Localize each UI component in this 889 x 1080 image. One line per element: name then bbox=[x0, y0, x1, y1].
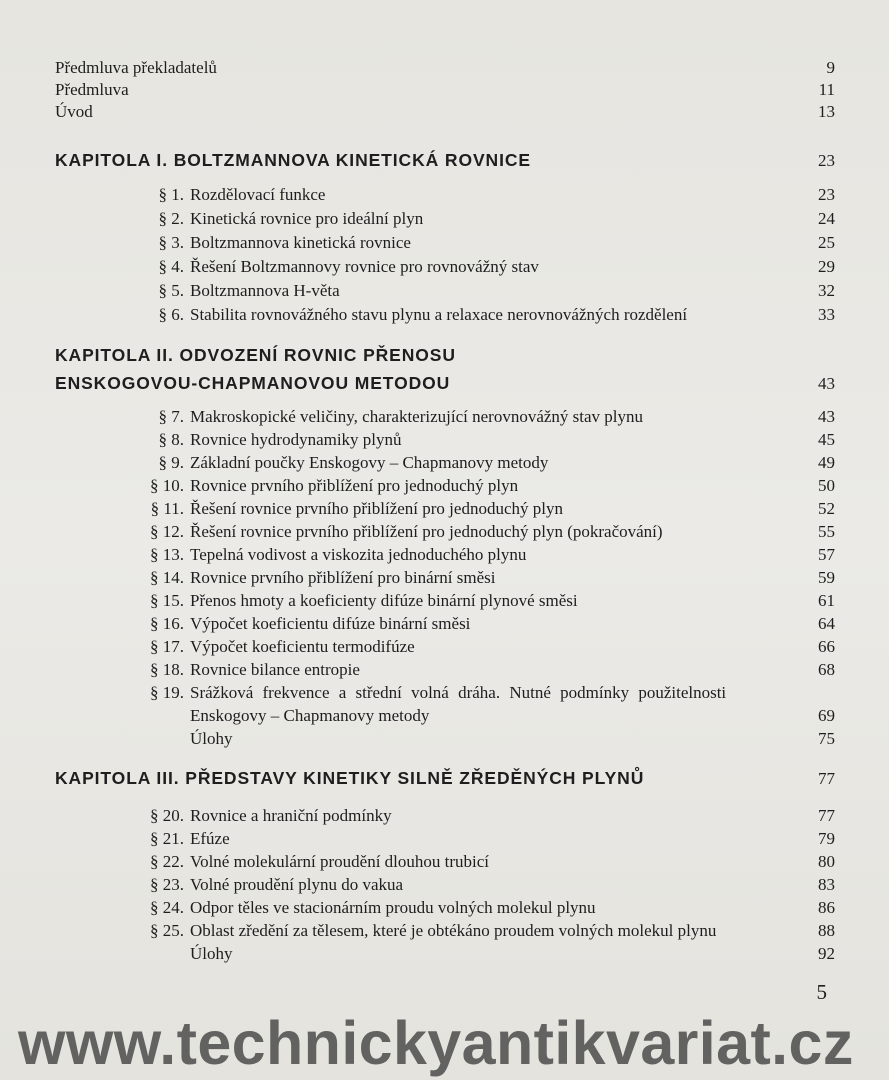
section-number: § 14. bbox=[150, 568, 184, 587]
section-title: Srážková frekvence a střední volná dráha. Nutné podmínky použitelnosti bbox=[190, 683, 727, 702]
exercises-entry bbox=[0, 942, 889, 965]
entry-title: Předmluva bbox=[55, 80, 129, 99]
section-page: 43 bbox=[818, 407, 835, 426]
section-page: 64 bbox=[818, 614, 835, 633]
section-page: 32 bbox=[818, 281, 835, 300]
chapter-page: 23 bbox=[818, 151, 835, 170]
section-title: Odpor těles ve stacionárním proudu volných molekul plynu bbox=[190, 898, 596, 917]
chapter-heading bbox=[0, 344, 889, 367]
section-page: 24 bbox=[818, 209, 835, 228]
section-entry bbox=[0, 474, 889, 497]
toc-entry bbox=[0, 78, 889, 101]
section-entry bbox=[0, 428, 889, 451]
section-page: 69 bbox=[818, 706, 835, 725]
exercises-title: Úlohy bbox=[190, 944, 233, 963]
section-number: § 6. bbox=[158, 305, 184, 324]
section-entry bbox=[0, 405, 889, 428]
section-title: Boltzmannova H-věta bbox=[190, 281, 340, 300]
entry-page: 13 bbox=[818, 102, 835, 121]
section-title: Kinetická rovnice pro ideální plyn bbox=[190, 209, 424, 228]
section-page: 79 bbox=[818, 829, 835, 848]
section-number: § 17. bbox=[150, 637, 184, 656]
exercises-page: 92 bbox=[818, 944, 835, 963]
section-title: Základní poučky Enskogovy – Chapmanovy metody bbox=[190, 453, 549, 472]
chapter-heading bbox=[0, 372, 889, 395]
chapter-title: KAPITOLA II. ODVOZENÍ ROVNIC PŘENOSU bbox=[55, 345, 456, 365]
section-number: § 10. bbox=[150, 476, 184, 495]
section-page: 50 bbox=[818, 476, 835, 495]
section-title: Oblast zředění za tělesem, které je obtékáno proudem volných molekul plynu bbox=[190, 921, 717, 940]
section-number: § 15. bbox=[150, 591, 184, 610]
section-page: 29 bbox=[818, 257, 835, 276]
section-title: Rozdělovací funkce bbox=[190, 185, 326, 204]
section-title: Výpočet koeficientu difúze binární směsi bbox=[190, 614, 471, 633]
section-number: § 9. bbox=[158, 453, 184, 472]
section-entry-continued bbox=[0, 704, 889, 727]
section-page: 52 bbox=[818, 499, 835, 518]
section-title: Makroskopické veličiny, charakterizující nerovnovážný stav plynu bbox=[190, 407, 644, 426]
section-title: Stabilita rovnovážného stavu plynu a relaxace nerovnovážných rozdělení bbox=[190, 305, 688, 324]
section-entry bbox=[0, 919, 889, 942]
section-entry bbox=[0, 873, 889, 896]
section-title: Výpočet koeficientu termodifúze bbox=[190, 637, 415, 656]
exercises-page: 75 bbox=[818, 729, 835, 748]
toc-entry bbox=[0, 56, 889, 79]
section-page: 59 bbox=[818, 568, 835, 587]
section-entry bbox=[0, 635, 889, 658]
entry-title: Předmluva překladatelů bbox=[55, 58, 217, 77]
section-title: Řešení Boltzmannovy rovnice pro rovnovážný stav bbox=[190, 257, 539, 276]
section-entry bbox=[0, 497, 889, 520]
section-entry bbox=[0, 896, 889, 919]
section-number: § 25. bbox=[150, 921, 184, 940]
section-number: § 21. bbox=[150, 829, 184, 848]
section-page: 66 bbox=[818, 637, 835, 656]
section-entry bbox=[0, 681, 889, 704]
section-entry bbox=[0, 543, 889, 566]
section-number: § 4. bbox=[158, 257, 184, 276]
section-title: Rovnice hydrodynamiky plynů bbox=[190, 430, 402, 449]
section-number: § 3. bbox=[158, 233, 184, 252]
chapter-heading bbox=[0, 767, 889, 790]
section-title: Rovnice a hraniční podmínky bbox=[190, 806, 392, 825]
section-entry bbox=[0, 255, 889, 278]
section-number: § 8. bbox=[158, 430, 184, 449]
exercises-entry bbox=[0, 727, 889, 750]
section-number: § 2. bbox=[158, 209, 184, 228]
section-title: Volné proudění plynu do vakua bbox=[190, 875, 404, 894]
section-page: 68 bbox=[818, 660, 835, 679]
section-number: § 19. bbox=[150, 683, 184, 702]
section-number: § 16. bbox=[150, 614, 184, 633]
section-entry bbox=[0, 804, 889, 827]
toc-entry bbox=[0, 100, 889, 123]
section-page: 23 bbox=[818, 185, 835, 204]
section-page: 88 bbox=[818, 921, 835, 940]
section-title: Tepelná vodivost a viskozita jednoduchého plynu bbox=[190, 545, 527, 564]
section-number: § 18. bbox=[150, 660, 184, 679]
chapter-heading bbox=[0, 149, 889, 172]
section-entry bbox=[0, 279, 889, 302]
section-number: § 24. bbox=[150, 898, 184, 917]
section-title: Volné molekulární proudění dlouhou trubicí bbox=[190, 852, 490, 871]
section-title: Řešení rovnice prvního přiblížení pro jednoduchý plyn (pokračování) bbox=[190, 522, 663, 541]
section-title: Efúze bbox=[190, 829, 230, 848]
section-entry bbox=[0, 612, 889, 635]
section-page: 25 bbox=[818, 233, 835, 252]
section-number: § 7. bbox=[158, 407, 184, 426]
section-title: Přenos hmoty a koeficienty difúze binární plynové směsi bbox=[190, 591, 578, 610]
section-entry bbox=[0, 451, 889, 474]
section-page: 49 bbox=[818, 453, 835, 472]
section-page: 86 bbox=[818, 898, 835, 917]
chapter-page: 43 bbox=[818, 374, 835, 393]
section-title: Rovnice prvního přiblížení pro jednoduchý plyn bbox=[190, 476, 519, 495]
section-page: 83 bbox=[818, 875, 835, 894]
section-entry bbox=[0, 207, 889, 230]
section-entry bbox=[0, 827, 889, 850]
section-number: § 13. bbox=[150, 545, 184, 564]
section-title: Boltzmannova kinetická rovnice bbox=[190, 233, 411, 252]
entry-title: Úvod bbox=[55, 102, 93, 121]
entry-page: 11 bbox=[818, 80, 835, 99]
section-entry bbox=[0, 520, 889, 543]
section-page: 61 bbox=[818, 591, 835, 610]
section-title: Rovnice prvního přiblížení pro binární směsi bbox=[190, 568, 496, 587]
chapter-title: KAPITOLA III. PŘEDSTAVY KINETIKY SILNĚ ZŘEDĚNÝCH PLYNŮ bbox=[55, 768, 645, 788]
section-entry bbox=[0, 566, 889, 589]
entry-page: 9 bbox=[826, 58, 835, 77]
section-entry bbox=[0, 850, 889, 873]
exercises-title: Úlohy bbox=[190, 729, 233, 748]
section-number: § 12. bbox=[150, 522, 184, 541]
section-title-continued: Enskogovy – Chapmanovy metody bbox=[190, 706, 430, 725]
section-page: 57 bbox=[818, 545, 835, 564]
section-page: 33 bbox=[818, 305, 835, 324]
section-number: § 11. bbox=[150, 499, 184, 518]
section-title: Řešení rovnice prvního přiblížení pro jednoduchý plyn bbox=[190, 499, 563, 518]
section-entry bbox=[0, 303, 889, 326]
chapter-title: ENSKOGOVOU-CHAPMANOVOU METODOU bbox=[55, 373, 451, 393]
chapter-title: KAPITOLA I. BOLTZMANNOVA KINETICKÁ ROVNICE bbox=[55, 150, 531, 170]
section-entry bbox=[0, 183, 889, 206]
section-page: 77 bbox=[818, 806, 835, 825]
section-number: § 20. bbox=[150, 806, 184, 825]
section-number: § 22. bbox=[150, 852, 184, 871]
section-entry bbox=[0, 658, 889, 681]
chapter-page: 77 bbox=[818, 769, 835, 788]
section-page: 45 bbox=[818, 430, 835, 449]
section-number: § 1. bbox=[158, 185, 184, 204]
watermark: www.technickyantikvariat.cz bbox=[18, 1009, 854, 1077]
section-entry bbox=[0, 231, 889, 254]
section-page: 80 bbox=[818, 852, 835, 871]
section-number: § 23. bbox=[150, 875, 184, 894]
section-entry bbox=[0, 589, 889, 612]
section-page: 55 bbox=[818, 522, 835, 541]
page-number: 5 bbox=[816, 980, 827, 1004]
section-number: § 5. bbox=[158, 281, 184, 300]
section-title: Rovnice bilance entropie bbox=[190, 660, 360, 679]
